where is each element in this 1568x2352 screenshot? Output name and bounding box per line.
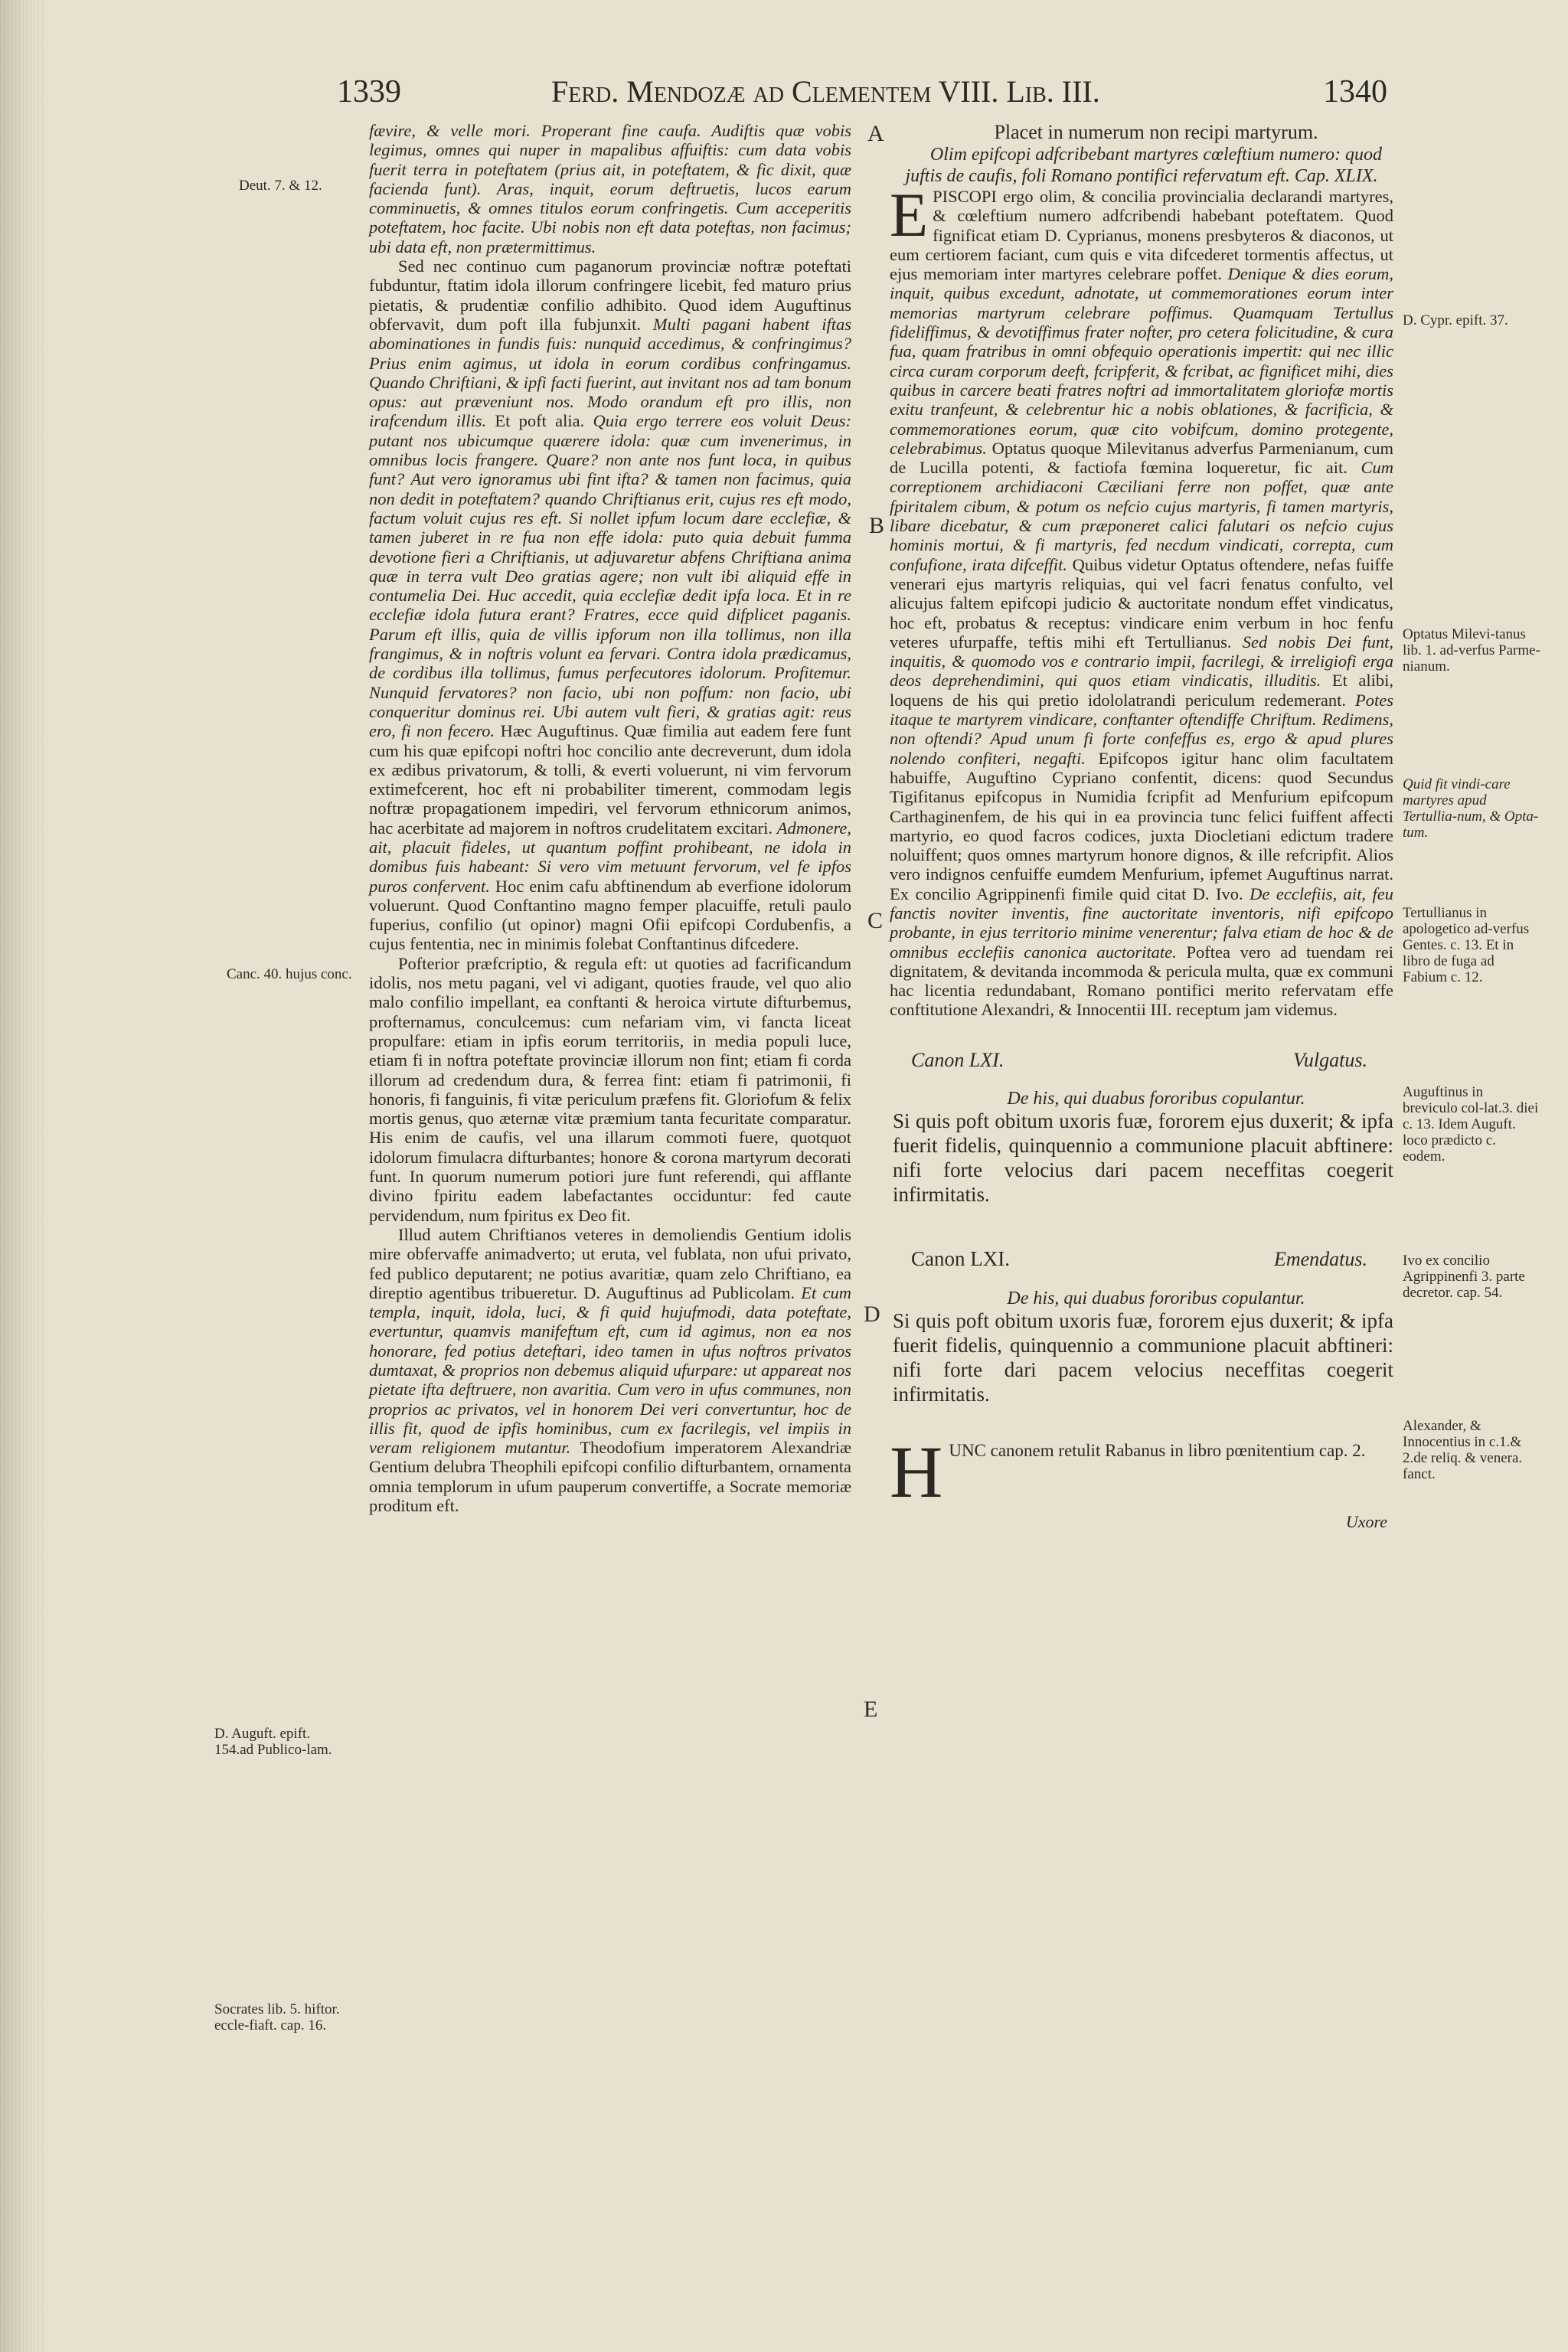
margin-note-left-2: Canc. 40. hujus conc.: [227, 966, 352, 982]
right-column: [890, 121, 1393, 1531]
final-paragraph: HUNC canonem retulit Rabanus in libro pœnitentium cap. 2.: [890, 1430, 1366, 1513]
canon-variant: Vulgatus.: [1292, 1048, 1367, 1071]
drop-cap-e: E: [890, 180, 929, 250]
margin-note-right-1: D. Cypr. epift. 37.: [1403, 312, 1508, 328]
book-page-edge: [0, 0, 44, 2352]
left-paragraph-1: fævire, & velle mori. Properant fine caufa. Audiftis quæ vobis legimus, omnes qui nuper in mapalibus affuiftis: cum data vobis fuerit terra in poteftatem (prius ait, in poteftatem, & fic dixit, quæ facienda funt). Aras, inquit, eorum deftruetis, lucos earum comminuetis, & omnes titulos eorum confringetis. Cum acceperitis poteftatem, hoc facite. Ubi nobis non eft data poteftas, non facimus; ubi data eft, non prætermittimus.: [369, 121, 851, 256]
margin-note-right-7: Alexander, & Innocentius in c.1.& 2.de reliq. & venera. fanct.: [1403, 1418, 1523, 1482]
canon-label: Canon LXI.: [911, 1247, 1010, 1271]
margin-note-right-6: Ivo ex concilio Agrippinenfi 3. parte decretor. cap. 54.: [1403, 1253, 1525, 1301]
section-letter-e: E: [864, 1697, 878, 1722]
margin-note-right-2: Optatus Milevi-tanus lib. 1. ad-verfus Parme-nianum.: [1403, 626, 1540, 675]
canon-vulgatus-heading: [911, 1050, 1375, 1070]
section-letter-c: C: [867, 908, 884, 933]
canon-subtitle: De his, qui duabus fororibus copulantur.: [1007, 1089, 1305, 1109]
page-number-right: 1340: [1323, 74, 1387, 109]
left-column: [369, 121, 851, 1515]
running-title: Ferd. Mendozæ ad Clementem VIII. Lib. III.: [551, 74, 1100, 109]
left-paragraph-3: Pofterior præfcriptio, & regula eft: ut quoties ad facrificandum idolis, nos metu pagani, vel vi adigant, quoties fraude, vel quo alio malo confilio impellant, ea conftanti & heroica virtute difturbemus, profternamus, conculcemus: cum nefariam vim, vi fancta liceat propulfare: etiam in ipfis eorum territoriis, in media populi luce, etiam fi in noftra poteftate provinciæ illorum non fint; etiam fi corda illorum ad credendum dura, & ferrea fint: etiam fi patrimonii, fi honoris, fi fanguinis, fi vitæ periculum præfens fit. Gloriofum & felix mortis genus, quo æternæ vitæ præmium tanta fecuritate comparatur. His enim de caufis, vel una illarum commoti fuere, quotquot idolorum fimulacra difturbantes; honore & corona martyrum decorati funt. In quorum numerum potiori jure funt referendi, qui afflante divino fpiritu eadem labefactantes occiduntur: fed caute pervidendum, num fpiritus ex Deo fit.: [369, 953, 851, 1225]
right-paragraph-1: EPISCOPI ergo olim, & concilia provincialia declarandi martyres, & cœleftium numero adfcribendi habebant poteftatem. Quod fignificat etiam D. Cyprianus, monens presbyteros & diaconos, ut eum certiorem faciant, cum quis e vita difcederet tormentis affectus, ut ejus memoriam inter martyres celebrare poffet. Denique & dies eorum, inquit, quibus excedunt, adnotate, ut commemorationes eorum inter memorias martyrum celebrare poffimus. Quamquam Tertullus fideliffimus, & devotiffimus frater nofter, pro cetera folicitudine, & cura fua, quam fratribus in omni obfequio operationis impertit: qui nec illic circa curam corporum deeft, fcripferit, & fcribat, ac fignificet mihi, dies quibus in carcere beati fratres noftri ad immortalitatem gloriofæ mortis exitu tranfeunt, & celebrentur hic a nobis oblationes, & facrificia, & commemorationes eorum, quæ cito vobifcum, domino protegente, celebrabimus. Optatus quoque Milevitanus adverfus Parmenianum, cum de Lucilla potenti, & factiofa fœmina loqueretur, fic ait. Cum correptionem archidiaconi Cæciliani ferre non poffet, quæ ante fpiritalem cibum, & potum os nefcio cujus martyris, fi tamen martyris, libare dicebatur, & cum præponeret calici falutari os nefcio cujus hominis mortui, & fi martyris, fed necdum vindicati, correpta, cum confufione, irata difceffit. Quibus videtur Optatus oftendere, nefas fuiffe venerari ejus martyris reliquias, qui vel facri fenatus confulto, vel alicujus faltem epifcopi judicio & auctoritate nondum effet vindicatus, hoc eft, probatus & receptus: vindicare enim verbum in hoc fenfu veteres ufurpaffe, teftis mihi eft Tertullianus. Sed nobis Dei funt, inquitis, & quomodo vos e contrario impii, facrilegi, & irreligiofi erga deos deprehendimini, qui quos etiam vindicatis, illuditis. Et alibi, loquens de his qui pretio idololatrandi periculum redemerant. Potes itaque te martyrem vindicare, conftanter oftendiffe Chriftum. Redimens, non oftendi? Apud unum fi forte confeffus es, ergo & apud plures nolendo confiteri, negafti. Epifcopos igitur hanc olim facultatem habuiffe, Auguftino Cypriano confentit, dicens: quod Secundus Tigifitanus epifcopus in Numidia fcripfit ad Menfurium epifcopum Carthaginenfem, de his qui in ea provincia tunc felici fuiffent affecti martyrio, eo quod facros codices, juxta Diocletiani edictum tradere noluiffent; quos omnes martyrum honore dignos, & ille refcripfit. Alios vero indignos cenfuiffe eumdem Menfurium, ipfemet Auguftinus narrat. Ex concilio Agrippinenfi fimile quid citat D. Ivo. De ecclefiis, ait, feu fanctis noviter inventis, fine auctoritate inventoris, nifi epifcopo probante, in ejus territorio minime venerentur; falva etiam de hoc & de omnibus ecclefiis canonica auctoritate. Poftea vero ad tuendam rei dignitatem, & devitanda incommoda & pericula multa, quæ ex communi hac licentia redundabant, Romano pontifici merito refervatam effe conftitutione Alexandri, & Innocentii III. receptum jam videmus.: [890, 180, 1394, 1020]
canon-emendatus-heading: [911, 1247, 1375, 1271]
margin-note-right-3: Quid fit vindi-care martyres apud Tertullia-num, & Opta-tum.: [1403, 776, 1539, 841]
canon-label: Canon LXI.: [911, 1048, 1004, 1071]
canon-variant: Emendatus.: [1273, 1248, 1367, 1271]
margin-note-left-4: Socrates lib. 5. hiftor. eccle-fiaft. cap. 16.: [214, 2001, 340, 2034]
chapter-heading: Olim epifcopi adfcribebant martyres cœleftium numero: quod juftis de caufis, foli Romano pontifici refervatum eft. Cap. XLIX.: [905, 145, 1383, 186]
page-number-left: 1339: [337, 74, 401, 109]
canon-vulgatus-text: Si quis poft obitum uxoris fuæ, fororem ejus duxerit; & ipfa fuerit fidelis, quinquennio a communione placuit abftinere: nifi forte velocius dari pacem neceffitas coegerit infirmitatis.: [893, 1109, 1393, 1207]
margin-note-right-5: Auguftinus in breviculo col-lat.3. diei c. 13. Idem Auguft. loco prædicto c. eodem.: [1403, 1084, 1539, 1165]
left-paragraph-2: Sed nec continuo cum paganorum provinciæ noftræ poteftati fubduntur, ftatim idola illorum confringere licebit, fed maturo prius pietatis, & prudentiæ confilio adhibito. Quod idem Auguftinus obfervavit, dum poft illa fubjunxit. Multi pagani habent iftas abominationes in fundis fuis: nunquid accedimus, & confringimus? Prius enim agimus, ut idola in eorum cordibus confringamus. Quando Chriftiani, & ipfi facti fuerint, aut invitant nos ad tam bonum opus: aut præveniunt nos. Modo orandum eft pro illis, non irafcendum illis. Et poft alia. Quia ergo terrere eos voluit Deus: putant nos ubicumque quærere idola: quæ cum invenerimus, in omnibus locis frangere. Quare? non ante nos funt loca, in quibus funt? Aut vero ignoramus ubi fint ifta? & tamen non facimus, quia non dedit in poteftatem? quando Chriftianus erit, cujus res eft modo, factum voluit cujus res eft. Si nollet ipfum locum dare ecclefiæ, & tamen juberet in re fua non effe idola: puto quia debuit fumma devotione fieri a Chriftianis, ut adjuvaretur abfens Chriftiana anima quæ in terra vult Deo gratias agere; non vult ibi aliquid effe in contumelia Dei. Huc accedit, quia ecclefiæ dedit ipfa loca. Et in re ecclefiæ idola futura erant? Fratres, ecce quid difplicet paganis. Parum eft illis, quia de villis ipforum non illa tollimus, non illa frangimus, & in noftris volunt ea fervari. Contra idola prædicamus, de cordibus illa tollimus, fumus perfecutores idolorum. Profitemur. Nunquid fervatores? non facio, ubi non poffum: non facio, ubi conqueritur dominus rei. Ubi autem vult fieri, & gratias agit: reus ero, fi non fecero. Hæc Auguftinus. Quæ fimilia aut eadem fere funt cum his quæ epifcopi noftri hoc concilio ante decreverunt, dum idola ex ædibus privatorum, & tolli, & everti voluerunt, ni vim fervorum extimefcerent, hoc eft ni probabiliter timerent, commodam legis noftræ propagationem impediri, vel fervorum ethnicorum animos, hac acerbitate ad majorem in noftros crudelitatem excitari. Admonere, ait, placuit fideles, ut quantum poffint prohibeant, ne idola in domibus fuis habeant: Si vero vim metuunt fervorum, vel fe ipfos puros confervent. Hoc enim cafu abftinendum ab everfione idolorum voluerunt. Quod Conftantino magno femper placuiffe, retuli paulo fuperius, confilio (ut opinor) magni Ofii epifcopi Cordubenfis, a cujus fententia, nec in minimis folebat Conftantinus difcedere.: [369, 256, 852, 954]
section-letter-d: D: [864, 1302, 880, 1327]
canon-emendatus-text: Si quis poft obitum uxoris fuæ, fororem ejus duxerit; & ipfa fuerit fidelis, quinquennio a communione placuit abftineri: nifi forte dari pacem velocius neceffitas coegerit infirmitatis.: [893, 1308, 1393, 1406]
margin-note-left-3: D. Auguft. epift. 154.ad Publico-lam.: [214, 1726, 332, 1758]
section-letter-b: B: [869, 513, 885, 538]
canon-subtitle: De his, qui duabus fororibus copulantur.: [1007, 1288, 1305, 1308]
drop-cap-h: H: [890, 1430, 943, 1513]
margin-note-left-1: Deut. 7. & 12.: [239, 178, 322, 194]
left-paragraph-4: Illud autem Chriftianos veteres in demoliendis Gentium idolis mire obfervaffe animadverto; ut eruta, vel fublata, non ufui privato, fed publico deputarent; ne potius avaritiæ, quam zelo Chriftiano, ea direptio agentibus tribueretur. D. Auguftinus ad Publicolam. Et cum templa, inquit, idola, luci, & fi quid hujufmodi, data poteftate, evertuntur, quamvis manifeftum eft, cum id agimus, non ea nos honorare, fed potius deteftari, ideo tamen in ufus noftros privatos dumtaxat, & proprios non debemus aliquid ufurpare: ut appareat nos pietate ifta deftruere, non avaritia. Cum vero in ufus communes, non proprios ac privatos, vel in honorem Dei veri convertuntur, hoc de illis fit, quod de ipfis hominibus, cum ex facrilegis, vel impiis in veram religionem mutantur. Theodofium imperatorem Alexandriæ Gentium delubra Theophili epifcopi confilio difturbantem, ornamenta omnia templorum in ufum pauperum convertiffe, a Socrate memoriæ proditum eft.: [369, 1224, 852, 1516]
margin-note-right-4: Tertullianus in apologetico ad-verfus Gentes. c. 13. Et in libro de fuga ad Fabium c. 12.: [1403, 905, 1530, 985]
catchword: Uxore: [1345, 1511, 1387, 1531]
placet-title: Placet in numerum non recipi martyrum.: [994, 121, 1318, 143]
section-letter-a: A: [867, 121, 884, 146]
